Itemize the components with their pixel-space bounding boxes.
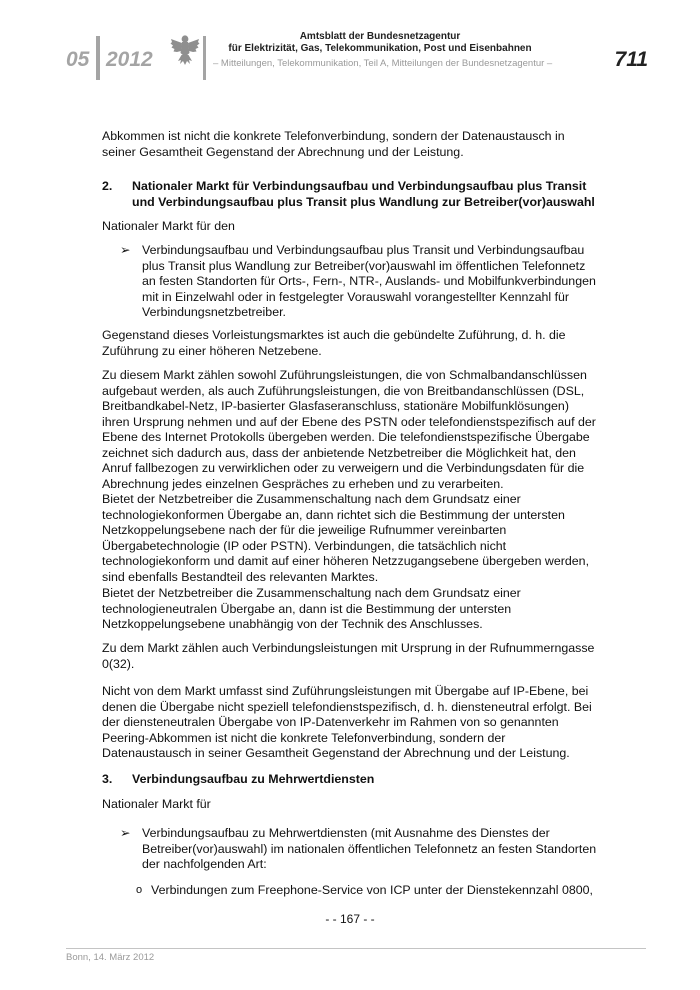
bullet-text: Verbindungsaufbau zu Mehrwertdiensten (mit Ausnahme des Dienstes der Betreiber(vor)auswahl) im nationalen öffentlichen Telefonnetz an festen Standorten der nachfolgenden Art: (142, 826, 597, 871)
paragraph: Zu dem Markt zählen auch Verbindungsleistungen mit Ursprung in der Rufnummerngasse 0(32). (102, 641, 595, 671)
issue-number: 05 (66, 48, 90, 71)
footer-divider (66, 948, 646, 949)
eagle-divider (203, 36, 206, 80)
gazette-title: Amtsblatt der Bundesnetzagentur (299, 31, 461, 42)
paragraph: Nicht von dem Markt umfasst sind Zuführungsleistungen mit Übergabe auf IP-Ebene, bei denen die Übergabe nicht speziell telefondienstspezifisch, d. h. diensteneutral erfolgt. Bei der diensteneutralen Übergabe von IP-Datenverkehr im Rahmen von so genannten Peering-Abkommen ist nicht die konkrete Telefonverbindung, sondern der Datenaustausch in seiner Gesamtheit Gegenstand der Abrechnung und der Leistung. (102, 684, 592, 760)
section-2-title: Nationaler Markt für Verbindungsaufbau und Verbindungsaufbau plus Transit und Verbindungsaufbau plus Transit plus Wandlung zur Betreiber(vor)auswahl (132, 179, 595, 209)
page-folio: - - 167 - - (325, 912, 375, 926)
paragraph: Gegenstand dieses Vorleistungsmarktes ist auch die gebündelte Zuführung, d. h. die Zuführung zu einer höheren Netzebene. (102, 328, 566, 358)
section-3-number: 3. (102, 772, 113, 786)
gazette-subtitle: für Elektrizität, Gas, Telekommunikation, Post und Eisenbahnen (228, 43, 532, 54)
paragraph: Zu diesem Markt zählen sowohl Zuführungsleistungen, die von Schmalbandanschlüssen aufgebaut werden, als auch Zuführungsleistungen, die von Breitbandanschlüssen (DSL, Breitbandkabel-Netz, IP-basierter Glasfaseranschluss, stationäre Mobilfunklösungen) ihren Ursprung nehmen und auf der Ebene des PSTN oder telefondienstspezifisch auf der Ebene des Internet Protokolls übergeben werden. Die telefondienstspezifische Übergabe zeichnet sich dadurch aus, dass der anbietende Netzbetreiber die Möglichkeit hat, den Anruf fallbezogen zu verwirklichen oder zu verweigern und die Verbindungsdaten für die Abrechnung jedes einzelnen Gespräches zu erheben und zu verarbeiten. (102, 368, 596, 491)
paragraph-continuation: Abkommen ist nicht die konkrete Telefonverbindung, sondern der Datenaustausch in seiner Gesamtheit Gegenstand der Abrechnung und der Leistung. (102, 129, 565, 159)
issue-year: 2012 (106, 48, 153, 71)
footer-date: Bonn, 14. März 2012 (66, 952, 155, 963)
arrow-bullet-icon: ➢ (120, 243, 131, 257)
bullet-text: Verbindungsaufbau und Verbindungsaufbau plus Transit und Verbindungsaufbau plus Transit plus Wandlung zur Betreiber(vor)auswahl im öffentlichen Telefonnetz an festen Standorten für Orts-, Fern-, NTR-, Auslands- und Mobilfunkverbindungen mit in Einzelwahl oder in festgelegter Vorauswahl vorangestellter Kennzahl für Verbindungsnetzbetreiber. (142, 243, 596, 319)
section-2-number: 2. (102, 179, 113, 193)
section-3-title: Verbindungsaufbau zu Mehrwertdiensten (132, 772, 375, 786)
section-subtitle: – Mitteilungen, Telekommunikation, Teil A, Mitteilungen der Bundesnetzagentur – (213, 58, 553, 69)
paragraph: Bietet der Netzbetreiber die Zusammenschaltung nach dem Grundsatz einer technologieneutralen Übergabe an, dann ist die Bestimmung der untersten Netzkoppelungsebene unabhängig von der Technik des Anschlusses. (102, 586, 521, 631)
federal-eagle-icon (170, 33, 200, 67)
circle-bullet-icon: o (136, 884, 143, 896)
page-number: 711 (614, 48, 648, 71)
section-2-intro: Nationaler Markt für den (102, 219, 235, 233)
section-3-intro: Nationaler Markt für (102, 797, 211, 811)
arrow-bullet-icon: ➢ (120, 826, 131, 840)
issue-divider (96, 36, 100, 80)
paragraph: Bietet der Netzbetreiber die Zusammenschaltung nach dem Grundsatz einer technologiekonformen Übergabe an, dann richtet sich die Bestimmung der untersten Netzkoppelungsebene nach der für die jeweilige Rufnummer vereinbarten Übergabetechnologie (IP oder PSTN). Verbindungen, die tatsächlich nicht technologiekonform und damit auf einer höheren Netzzugangsebene übergeben werden, sind ebenfalls Bestandteil des relevanten Marktes. (102, 492, 590, 584)
subbullet-text: Verbindungen zum Freephone-Service von ICP unter der Dienstekennzahl 0800, (151, 883, 593, 897)
